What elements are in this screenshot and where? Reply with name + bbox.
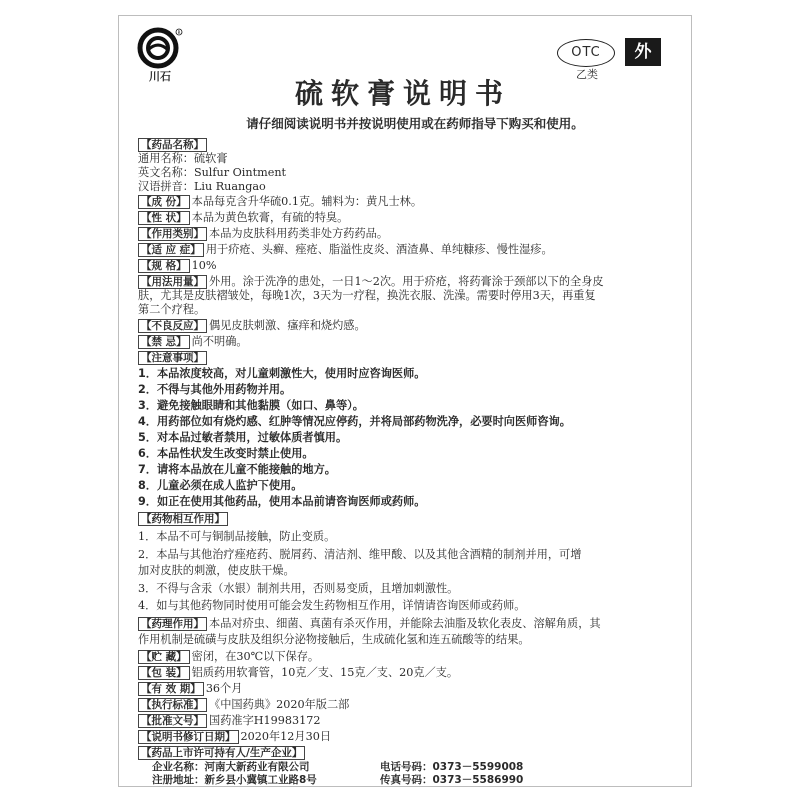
section-label: 【说明书修订日期】 xyxy=(138,730,239,744)
interaction-item: 4．如与其他药物同时使用可能会发生药物相互作用，详情请咨询医师或药师。 xyxy=(138,599,526,612)
storage-text: 密闭，在30℃以下保存。 xyxy=(191,650,320,663)
section-label: 【注意事项】 xyxy=(138,351,207,365)
adverse-text: 偶见皮肤刺激、瘙痒和烧灼感。 xyxy=(209,319,366,332)
precaution-item: 2．不得与其他外用药物并用。 xyxy=(138,383,292,396)
interaction-item: 加对皮肤的刺激，使皮肤干燥。 xyxy=(138,564,295,577)
logo-text: 川石 xyxy=(149,70,171,83)
approval-text: 国药准字H19983172 xyxy=(209,714,321,727)
section-label: 【成 份】 xyxy=(138,195,190,209)
contra-text: 尚不明确。 xyxy=(191,335,248,348)
usage-line-3: 第二个疗程。 xyxy=(138,303,206,316)
interaction-item: 2．本品与其他治疗痤疮药、脱屑药、清洁剂、维甲酸、以及其他含酒精的制剂并用，可增 xyxy=(138,548,582,561)
section-label: 【用法用量】 xyxy=(138,275,207,289)
appearance-text: 本品为黄色软膏，有硫的特臭。 xyxy=(191,211,349,224)
section-label: 【执行标准】 xyxy=(138,698,207,712)
section-label: 【禁 忌】 xyxy=(138,335,190,349)
pharmacology-line-2: 作用机制是硫磺与皮肤及组织分泌物接触后，生成硫化氢和连五硫酸等的结果。 xyxy=(138,633,530,646)
english-name: 英文名称：Sulfur Ointment xyxy=(138,166,287,179)
precaution-item: 4．用药部位如有烧灼感、红肿等情况应停药，并将局部药物洗净，必要时向医师咨询。 xyxy=(138,415,571,428)
appearance-row xyxy=(138,211,678,225)
standard-row xyxy=(138,698,678,712)
fax-number: 传真号码：0373－5586990 xyxy=(380,774,524,786)
ingredients-row xyxy=(138,195,678,209)
section-label: 【不良反应】 xyxy=(138,319,207,333)
section-label: 【规 格】 xyxy=(138,259,190,273)
usage-line-1: 外用。涂于洗净的患处，一日1～2次。用于疥疮，将药膏涂于颈部以下的全身皮 xyxy=(209,275,604,288)
phone-number: 电话号码：0373－5599008 xyxy=(380,761,524,773)
section-label: 【性 状】 xyxy=(138,211,190,225)
validity-row xyxy=(138,682,678,696)
package-text: 铝质药用软膏管，10克／支、15克／支、20克／支。 xyxy=(191,666,459,679)
section-label: 【批准文号】 xyxy=(138,714,207,728)
indications-text: 用于疥疮、头癣、痤疮、脂溢性皮炎、酒渣鼻、单纯糠疹、慢性湿疹。 xyxy=(205,243,553,256)
adverse-row xyxy=(138,319,678,333)
interactions-section xyxy=(138,512,678,526)
pharmacology-row xyxy=(138,617,678,631)
section-label: 【药品名称】 xyxy=(138,138,207,152)
drug-name-section xyxy=(138,138,678,152)
section-label: 【有 效 期】 xyxy=(138,682,204,696)
external-use-badge: 外 xyxy=(625,38,661,66)
precaution-item: 7．请将本品放在儿童不能接触的地方。 xyxy=(138,463,336,476)
usage-line-2: 肤，尤其是皮肤褶皱处，每晚1次，3天为一疗程，换洗衣服、洗澡。需要时停用3天，再重复 xyxy=(138,289,596,302)
precaution-item: 9．如正在使用其他药品，使用本品前请咨询医师或药师。 xyxy=(138,495,426,508)
registered-address: 注册地址：新乡县小冀镇工业路8号 xyxy=(152,774,317,786)
standard-text: 《中国药典》2020年版二部 xyxy=(209,698,350,711)
section-label: 【药品上市许可持有人/生产企业】 xyxy=(138,746,305,760)
section-label: 【贮 藏】 xyxy=(138,650,190,664)
section-label: 【适 应 症】 xyxy=(138,243,204,257)
approval-row xyxy=(138,714,678,728)
precaution-item: 3．避免接触眼睛和其他黏膜（如口、鼻等）。 xyxy=(138,399,364,412)
contra-row xyxy=(138,335,678,349)
revision-row xyxy=(138,730,678,744)
svg-text:R: R xyxy=(177,30,181,35)
section-label: 【药理作用】 xyxy=(138,617,207,631)
interaction-item: 1．本品不可与铜制品接触，防止变质。 xyxy=(138,530,336,543)
category-text: 本品为皮肤科用药类非处方药药品。 xyxy=(209,227,389,240)
precaution-item: 1．本品浓度较高，对儿童刺激性大，使用时应咨询医师。 xyxy=(138,367,426,380)
ingredients-text: 本品每克含升华硫0.1克。辅料为：黄凡士林。 xyxy=(191,195,423,208)
holder-section xyxy=(138,746,678,760)
section-label: 【包 装】 xyxy=(138,666,190,680)
section-label: 【作用类别】 xyxy=(138,227,207,241)
category-row xyxy=(138,227,678,241)
indications-row xyxy=(138,243,678,257)
precaution-item: 6．本品性状发生改变时禁止使用。 xyxy=(138,447,314,460)
pinyin-name: 汉语拼音：Liu Ruangao xyxy=(138,180,266,193)
spec-row xyxy=(138,259,678,273)
otc-class-label: 乙类 xyxy=(576,68,598,81)
storage-row xyxy=(138,650,678,664)
revision-text: 2020年12月30日 xyxy=(240,730,332,743)
generic-name: 通用名称：硫软膏 xyxy=(138,152,228,165)
package-row xyxy=(138,666,678,680)
precaution-item: 8．儿童必须在成人监护下使用。 xyxy=(138,479,303,492)
pharmacology-line-1: 本品对疥虫、细菌、真菌有杀灭作用，并能除去油脂及软化表皮、溶解角质，其 xyxy=(209,617,601,630)
precautions-section xyxy=(138,351,678,365)
otc-badge: OTC xyxy=(557,39,615,67)
usage-row xyxy=(138,275,678,289)
page-title: 硫软膏说明书 xyxy=(294,77,511,110)
interaction-item: 3．不得与含汞（水银）制剂共用，否则易变质，且增加刺激性。 xyxy=(138,582,459,595)
company-name: 企业名称：河南大新药业有限公司 xyxy=(152,761,310,773)
validity-text: 36个月 xyxy=(205,682,243,695)
page-subtitle: 请仔细阅读说明书并按说明使用或在药师指导下购买和使用。 xyxy=(246,116,584,131)
spec-text: 10% xyxy=(191,259,217,272)
section-label: 【药物相互作用】 xyxy=(138,512,228,526)
precaution-item: 5．对本品过敏者禁用，过敏体质者慎用。 xyxy=(138,431,348,444)
